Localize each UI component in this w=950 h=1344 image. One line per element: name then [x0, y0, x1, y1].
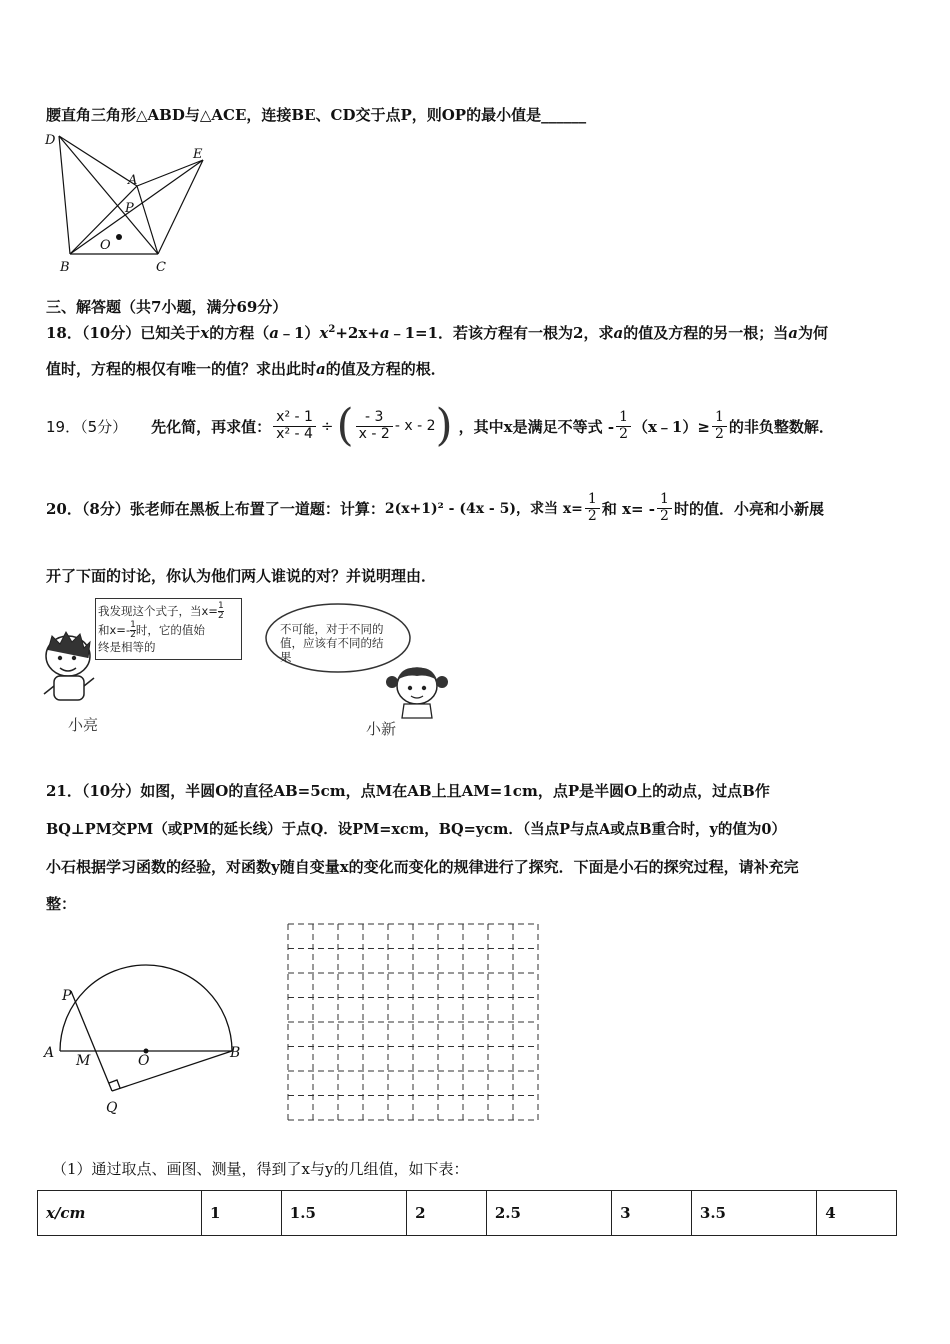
section3-title: 三、解答题（共7小题，满分69分） — [46, 298, 288, 316]
q21-semicircle-figure — [40, 955, 255, 1120]
table-cell: 1 — [202, 1191, 282, 1236]
q18-var-x2: x — [319, 324, 329, 342]
q19-frac2-num: - 3 — [356, 410, 393, 426]
label-Q: Q — [106, 1100, 118, 1116]
girl-bubble-2a: 不可能，对于不同的 — [280, 622, 384, 636]
boy-bubble-line2 — [98, 621, 224, 640]
label-P: P — [62, 988, 72, 1004]
q17-blank: ______ — [541, 106, 587, 124]
q21-line4: 整： — [46, 895, 77, 913]
label-B: B — [230, 1045, 241, 1061]
boy-frac2-den: 2 — [130, 630, 136, 640]
q20-and: 和 x= - — [601, 499, 656, 518]
q19-frac1-den: x² - 4 — [276, 425, 313, 442]
q19-frac1-num: x² - 1 — [273, 410, 316, 426]
q18-l1-a: 18．（10分）已知关于 — [46, 324, 201, 342]
q19-frac1 — [273, 410, 316, 442]
boy-bubble-text — [98, 602, 224, 654]
label-B: B — [60, 260, 70, 275]
girl-bubble-text — [280, 622, 384, 664]
q18-var-a3: a — [613, 324, 624, 342]
q20-expr: 2(x+1)² - (4x - 5)，求当 x= — [384, 501, 583, 517]
q18-line2 — [46, 358, 446, 379]
boy-figure — [40, 628, 100, 708]
q20-half2 — [657, 492, 672, 524]
girl-figure — [382, 660, 452, 720]
line-PQ — [71, 991, 112, 1091]
label-D: D — [45, 133, 56, 148]
q19-half2-num: 1 — [712, 410, 727, 426]
table-cell: 2 — [407, 1191, 487, 1236]
q19-half2-den: 2 — [714, 425, 724, 442]
q19-frac2-den: x - 2 — [358, 425, 390, 442]
label-O: O — [138, 1053, 150, 1069]
q18-l1-g: 为何 — [797, 324, 828, 342]
q18-l2-b: 的值及方程的根． — [325, 360, 446, 378]
q18-l1-d: +2x+ — [335, 324, 380, 342]
boy-frac1-num: 1 — [217, 601, 224, 611]
semicircle-arc — [60, 965, 232, 1051]
q21-line1: 21．（10分）如图，半圆O的直径AB=5cm，点M在AB上且AM=1cm，点P是半圆O上的动点，过点B作 — [46, 782, 770, 800]
boy-bubble-line1 — [98, 602, 224, 621]
q18-l1-f: 的值及方程的另一根；当 — [623, 324, 789, 342]
girl-bubble-2b: 值，应该有不同的结 — [280, 636, 384, 650]
boy-bubble-1d: 终是相等的 — [98, 640, 156, 654]
line-AC — [137, 186, 158, 254]
q21-line3: 小石根据学习函数的经验，对函数y随自变量x的变化而变化的规律进行了探究．下面是小石的探究过程，请补充完 — [46, 858, 799, 876]
boy-name: 小亮 — [68, 716, 99, 734]
q20-half1-num: 1 — [585, 492, 600, 508]
q20-half1 — [585, 492, 600, 524]
label-A: A — [44, 1045, 55, 1061]
label-A: A — [128, 173, 138, 188]
point-O — [116, 234, 122, 240]
q19-mid: ，其中x是满足不等式 - — [458, 417, 615, 436]
line-CE — [158, 160, 203, 254]
q21-line2: BQ⊥PM交PM（或PM的延长线）于点Q．设PM=xcm，BQ=ycm．（当点P与点A或点B重合时，y的值为0） — [46, 821, 787, 838]
q18-var-a2: a — [379, 324, 390, 342]
line-AE — [137, 160, 203, 186]
table-cell: x/cm — [38, 1191, 202, 1236]
boy-bubble-1c: 时，它的值始 — [135, 623, 205, 637]
table-cell: 4 — [817, 1191, 897, 1236]
label-C: C — [156, 260, 166, 275]
q18-l1-b: 的方程（ — [209, 324, 270, 342]
q18-l1-e: ﹣1=1．若该方程有一根为2，求 — [389, 324, 614, 342]
q19-intro: 先化简，再求值： — [151, 417, 272, 436]
q19-div: ÷ — [320, 417, 334, 435]
line-DC — [59, 136, 158, 254]
q18-l2-a: 值时，方程的根仅有唯一的值？求出此时 — [46, 360, 317, 378]
q19-half1-num: 1 — [616, 410, 631, 426]
q20-half2-num: 1 — [657, 492, 672, 508]
q19-half1 — [616, 410, 631, 442]
q21-value-table — [37, 1190, 897, 1236]
q21-sub1: （1）通过取点、画图、测量，得到了x与y的几组值，如下表： — [52, 1160, 469, 1178]
q20-half2-den: 2 — [660, 507, 669, 524]
q17-text-line — [46, 104, 586, 125]
table-cell: 2.5 — [486, 1191, 611, 1236]
q18-var-a1: a — [269, 324, 279, 342]
q20-half1-den: 2 — [587, 507, 597, 524]
table-cell: 1.5 — [281, 1191, 406, 1236]
q17-figure — [40, 128, 220, 278]
q20-line1 — [46, 478, 824, 538]
line-DA — [59, 136, 137, 186]
q21-dashed-grid — [286, 922, 542, 1122]
boy-bubble-1a: 我发现这个式子，当x= — [98, 604, 218, 618]
label-P: P — [125, 201, 134, 216]
table-row — [38, 1191, 897, 1236]
boy-frac2-num: 1 — [130, 620, 136, 630]
q20-line2: 开了下面的讨论，你认为他们两人谁说的对？并说明理由． — [46, 567, 437, 585]
q18-line1 — [46, 322, 828, 343]
q19-half2 — [712, 410, 727, 442]
q19-paren: （x﹣1）≥ — [632, 417, 710, 436]
q20-prefix: 20．（8分）张老师在黑板上布置了一道题：计算： — [46, 499, 385, 518]
label-E: E — [193, 147, 203, 162]
girl-bubble-2c: 果 — [280, 650, 292, 664]
q20-end: 时的值．小亮和小新展 — [673, 499, 824, 518]
q19-lparen: ( — [336, 400, 354, 451]
q19-half1-den: 2 — [619, 425, 628, 442]
label-O: O — [100, 238, 111, 253]
q18-var-x: x — [200, 324, 210, 342]
q18-sup: 2 — [328, 324, 336, 335]
q19-rparen: ) — [435, 400, 453, 451]
q19-line — [46, 396, 834, 456]
q18-var-a5: a — [316, 360, 326, 378]
q18-var-a4: a — [788, 324, 798, 342]
line-QB — [112, 1051, 232, 1091]
line-DB — [59, 136, 70, 254]
q17-text: 腰直角三角形△ABD与△ACE，连接BE、CD交于点P，则OP的最小值是 — [46, 106, 542, 124]
table-cell: 3 — [612, 1191, 692, 1236]
boy-bubble-1b: 和x=- — [98, 623, 131, 637]
q19-end: 的非负整数解． — [728, 417, 834, 436]
q18-l1-c: ﹣1） — [278, 324, 320, 342]
q19-tail: - x - 2 — [394, 418, 436, 434]
label-M: M — [76, 1053, 91, 1069]
q19-prefix: 19．（5分） — [46, 417, 128, 436]
q19-frac2 — [356, 410, 393, 442]
boy-frac1-den: 2 — [217, 611, 224, 621]
girl-name: 小新 — [366, 720, 397, 738]
table-cell: 3.5 — [691, 1191, 816, 1236]
